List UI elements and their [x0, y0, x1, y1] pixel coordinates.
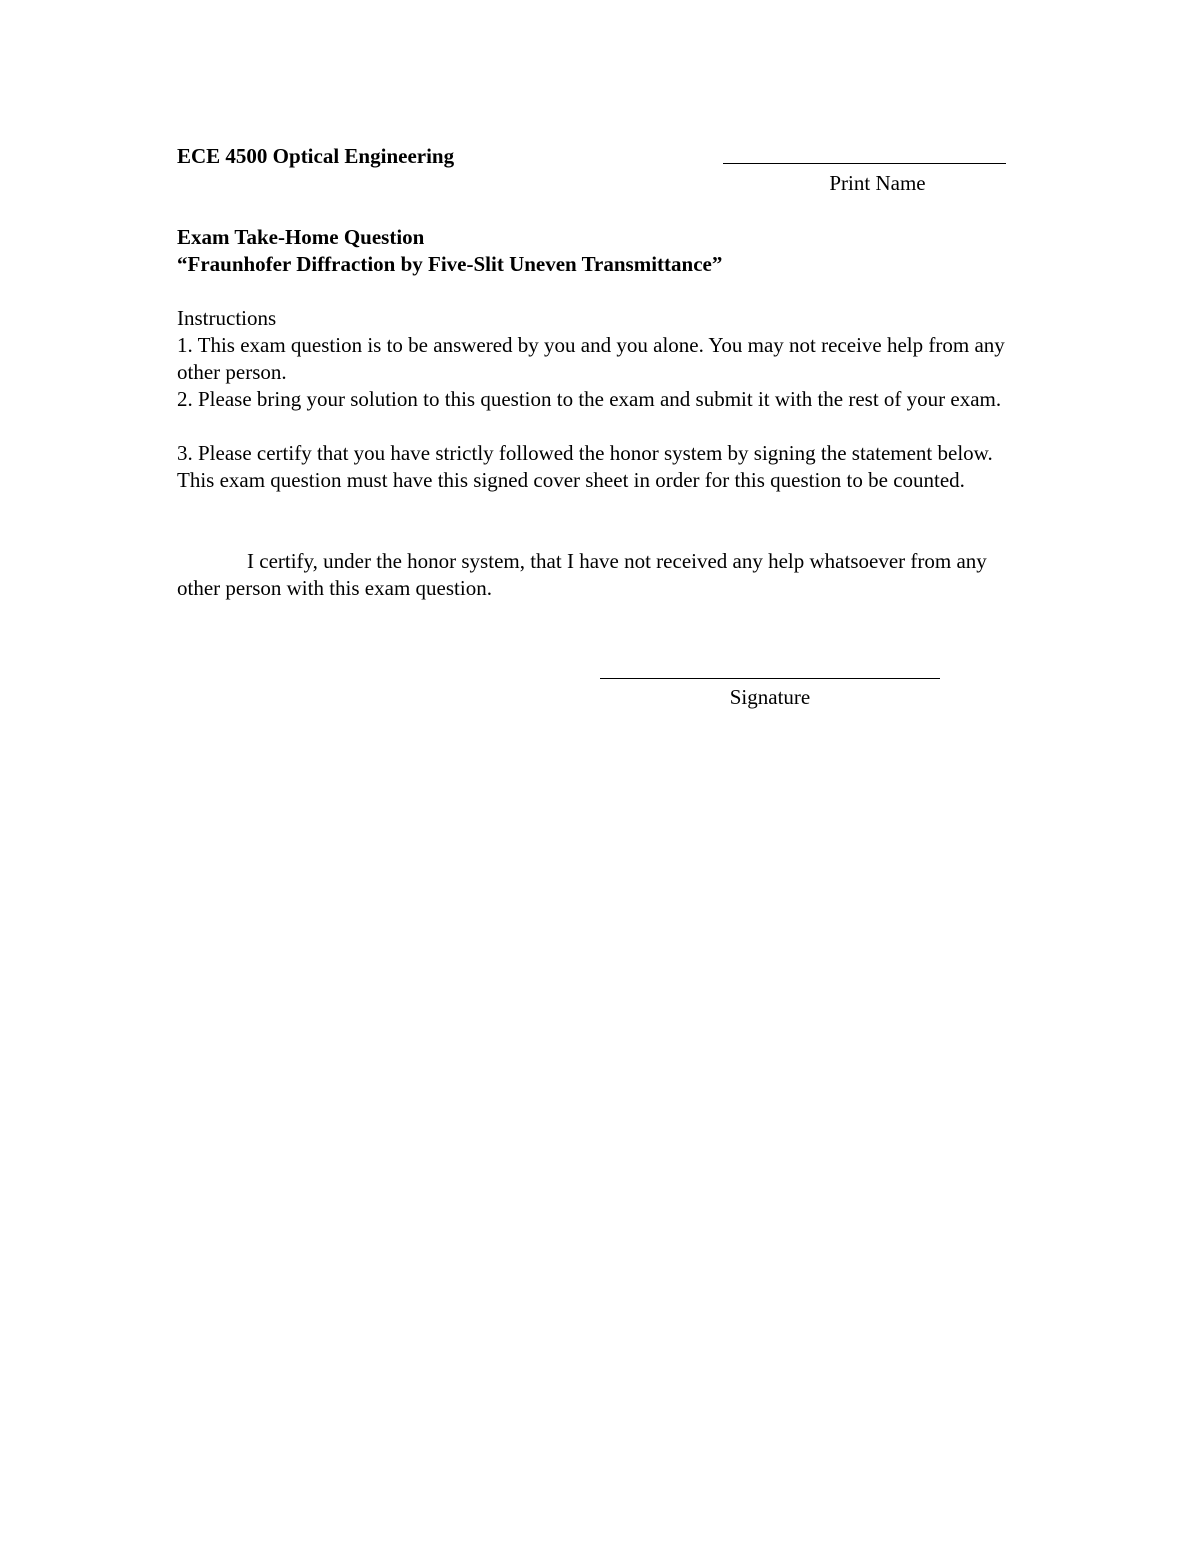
instruction-item-3: 3. Please certify that you have strictly followed the honor system by signing the statement below. This exam question must have this signed cover sheet in order for this question to be counted.: [177, 441, 993, 492]
print-name-label: Print Name: [829, 171, 926, 195]
instruction-item-2: 2. Please bring your solution to this question to the exam and submit it with the rest of your exam.: [177, 387, 1002, 411]
signature-line: [600, 678, 940, 679]
question-title: “Fraunhofer Diffraction by Five-Slit Uneven Transmittance”: [177, 252, 723, 276]
instructions-heading: Instructions: [177, 306, 277, 330]
certification-statement: I certify, under the honor system, that I have not received any help whatsoever from any other person with this exam question.: [177, 549, 987, 600]
signature-label: Signature: [729, 685, 811, 709]
print-name-line: [723, 163, 1006, 164]
question-heading: Exam Take-Home Question: [177, 225, 425, 249]
instruction-item-1: 1. This exam question is to be answered by you and you alone. You may not receive help from any other person.: [177, 333, 1005, 384]
course-title: ECE 4500 Optical Engineering: [177, 144, 455, 168]
